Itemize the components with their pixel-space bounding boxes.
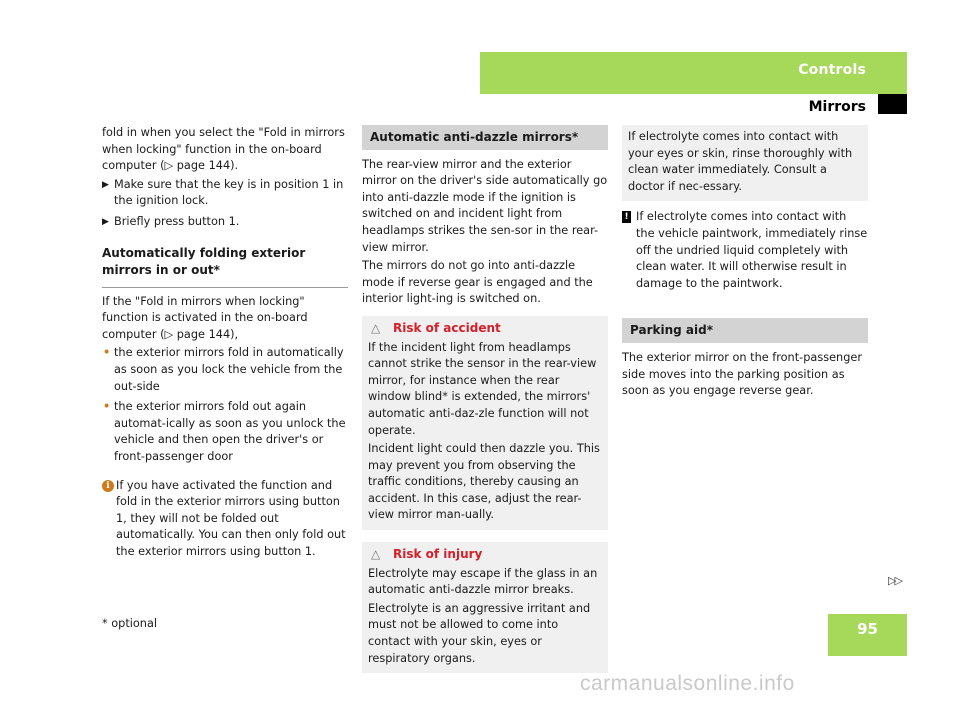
column-middle <box>362 125 608 673</box>
column-left <box>102 125 348 560</box>
arrow-step-icon: ▶ <box>102 216 109 227</box>
warning-text: Electrolyte is an aggressive irritant and must not be allowed to come into contact with your skin, eyes or respiratory organs. <box>368 601 591 665</box>
warning-triangle-icon: △ <box>371 320 381 335</box>
info-icon: i <box>102 480 114 492</box>
step-text: Briefly press button 1. <box>114 214 240 228</box>
column-right <box>622 125 868 402</box>
warning-text: If electrolyte comes into contact with your eyes or skin, rinse thoroughly with clean water immediately. Consult a doctor if nec-essary. <box>628 130 853 193</box>
folding-paragraph: If the "Fold in mirrors when locking" function is activated in the on-board computer (▷ page 144), <box>102 294 308 341</box>
caution-note <box>622 209 868 292</box>
step-text: Make sure that the key is in position 1 in the ignition lock. <box>114 177 344 208</box>
section-title: Controls <box>798 62 866 78</box>
anti-dazzle-paragraph-2: The mirrors do not go into anti-dazzle mode if reverse gear is engaged and the interior light-ing is switched on. <box>362 259 593 306</box>
page-number: 95 <box>857 620 878 638</box>
info-note-text: If you have activated the function and fold in the exterior mirrors using button 1, they will not be folded out automatically. You can then only fold out the exterior mirrors using button 1. <box>116 478 346 558</box>
warning-text: If the incident light from headlamps cannot strike the sensor in the rear-view mirror, for instance when the rear window blind* is extended, the mirrors' automatic anti-daz-zle function will not operate. <box>368 340 597 437</box>
info-note <box>102 478 348 561</box>
warning-text: Incident light could then dazzle you. This may prevent you from observing the traffic conditions, thereby causing an accident. In this case, adjust the rear-view mirror man-ually. <box>368 442 600 522</box>
parking-aid-paragraph: The exterior mirror on the front-passenger side moves into the parking position as soon as you engage reverse gear. <box>622 350 862 398</box>
bullet-text: the exterior mirrors fold in automatically as soon as you lock the vehicle from the out-side <box>114 346 344 393</box>
warning-text: Electrolyte may escape if the glass in an automatic anti-dazzle mirror breaks. <box>368 566 598 597</box>
section-tab-marker <box>878 94 907 114</box>
bullet-text: the exterior mirrors fold out again automat-ically as soon as you unlock the vehicle and then open the driver's or front-passenger door <box>114 400 346 463</box>
arrow-step-icon: ▶ <box>102 179 109 190</box>
step-item <box>102 177 348 210</box>
step-item <box>102 214 348 231</box>
warning-title <box>368 320 602 337</box>
bullet-item <box>102 399 348 465</box>
bullet-icon: • <box>103 346 111 360</box>
warning-box-accident <box>362 316 608 530</box>
warning-box-injury <box>362 542 608 673</box>
exclamation-icon: ! <box>622 211 631 223</box>
bullet-item <box>102 345 348 395</box>
continue-arrows-icon: ▷▷ <box>888 574 901 587</box>
parking-aid-heading: Parking aid* <box>622 318 868 343</box>
anti-dazzle-heading: Automatic anti-dazzle mirrors* <box>362 125 608 150</box>
watermark: carmanualsonline.info <box>580 672 795 695</box>
warning-title <box>368 546 602 563</box>
warning-triangle-icon: △ <box>371 547 381 562</box>
footnote: * optional <box>102 617 158 630</box>
caution-text: If electrolyte comes into contact with the vehicle paintwork, immediately rinse off the undried liquid completely with clean water. It will otherwise result in damage to the paintwork. <box>636 210 868 290</box>
subsection-title: Mirrors <box>808 99 866 115</box>
anti-dazzle-paragraph-1: The rear-view mirror and the exterior mirror on the driver's side automatically go into anti-dazzle mode if the ignition is switched on and incident light from headlamps strikes the sen-sor in the rear-view mirror. <box>362 157 608 254</box>
warning-box-continued <box>622 125 868 201</box>
warning-title-text: Risk of injury <box>393 547 483 562</box>
folding-heading: Automatically folding exterior mirrors in or out* <box>102 245 348 288</box>
intro-paragraph: fold in when you select the "Fold in mirrors when locking" function in the on-board computer (▷ page 144). <box>102 126 345 173</box>
warning-title-text: Risk of accident <box>393 320 501 335</box>
bullet-icon: • <box>103 400 111 414</box>
